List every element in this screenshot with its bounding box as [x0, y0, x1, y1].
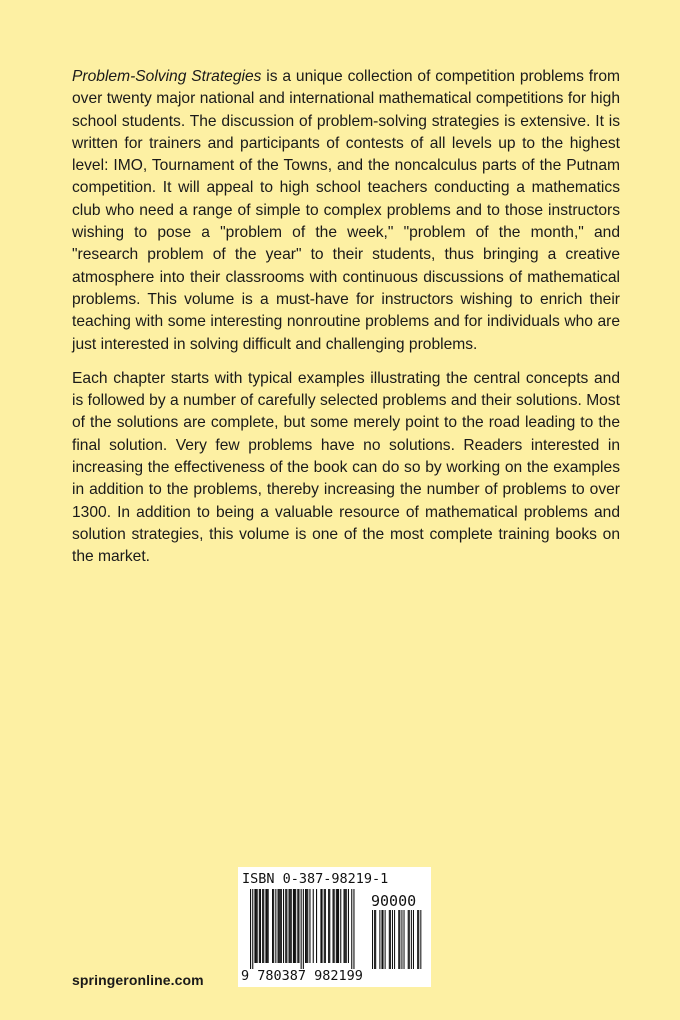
barcode-bar: [307, 889, 308, 963]
barcode-bar: [293, 889, 294, 963]
barcode-bar: [351, 889, 352, 969]
barcode-bar: [285, 889, 286, 963]
barcode-graphic: [238, 867, 431, 987]
barcode-bar: [316, 889, 317, 963]
addon-bar: [404, 910, 405, 969]
addon-bar: [374, 910, 375, 969]
barcode-bar: [309, 889, 310, 963]
barcode-bar: [259, 889, 260, 963]
barcode-bar: [278, 889, 279, 963]
barcode-bar: [336, 889, 337, 963]
barcode-bar: [265, 889, 266, 963]
addon-bar: [420, 910, 421, 969]
barcode-bar: [301, 889, 302, 969]
isbn-label: ISBN 0-387-98219-1: [242, 871, 389, 887]
addon-bar: [413, 910, 414, 969]
description-paragraph-1-text: is a unique collection of competition problems from over twenty major national and international mathematical competitions for high school students. The discussion of problem-solving strategies is extensive. It is written for trainers and participants of contests of all levels up to the highest level: IMO, Tournament of the Towns, and the noncalculus parts of the Putnam competition. It will appeal to high school teachers conducting a mathematics club who need a range of simple to complex problems and to those instructors wishing to pose a "problem of the week," "problem of the month," and "research problem of the year" to their students, thus bringing a creative atmosphere into their classrooms with continuous discussions of mathematical problems. This volume is a must-have for instructors wishing to enrich their teaching with some interesting nonroutine problems and for individuals who are just interested in solving difficult and challenging problems.: [72, 68, 620, 353]
barcode-bar: [313, 889, 314, 963]
description-paragraph-2: Each chapter starts with typical examples illustrating the central concepts and is followed by a number of carefully selected problems and their solutions. Most of the solutions are complete, but some merely point to the road leading to the final solution. Very few problems have no solutions. Readers interested in increasing the effectiveness of the book can do so by working on the examples in addition to the problems, thereby increasing the number of problems to over 1300. In addition to being a valuable resource of mathematical problems and solution strategies, this volume is one of the most complete training books on the market.: [72, 369, 620, 566]
barcode-bar: [344, 889, 345, 963]
barcode-bar: [305, 889, 306, 963]
barcode-bar: [291, 889, 292, 963]
barcode-bar: [348, 889, 349, 963]
barcode-bar: [263, 889, 264, 963]
addon-bar: [409, 910, 410, 969]
addon-bar: [392, 910, 393, 969]
barcode-bar: [250, 889, 251, 969]
isbn-barcode: [238, 867, 431, 987]
addon-bar: [390, 910, 391, 969]
addon-bar: [389, 910, 390, 969]
barcode-bar: [257, 889, 258, 963]
book-description: [72, 66, 620, 581]
barcode-bar: [289, 889, 290, 963]
barcode-bar: [334, 889, 335, 963]
barcode-bar: [279, 889, 280, 963]
barcode-bar: [324, 889, 325, 963]
barcode-bar: [320, 889, 321, 963]
barcode-bar: [297, 889, 298, 963]
addon-bar: [381, 910, 382, 969]
addon-bar: [417, 910, 418, 969]
barcode-bar: [262, 889, 263, 963]
barcode-bar: [328, 889, 329, 963]
addon-bar: [399, 910, 400, 969]
addon-bar: [379, 910, 380, 969]
barcode-bar: [340, 889, 341, 963]
barcode-bar: [303, 889, 304, 969]
barcode-bar: [337, 889, 338, 963]
price-code: 90000: [371, 892, 417, 910]
publisher-website: springeronline.com: [72, 972, 204, 988]
barcode-bar: [295, 889, 296, 963]
barcode-bar: [280, 889, 281, 963]
barcode-bar: [338, 889, 339, 963]
barcode-bar: [345, 889, 346, 963]
barcode-bar: [286, 889, 287, 963]
barcode-bar: [329, 889, 330, 963]
addon-bar: [398, 910, 399, 969]
ean-bars: [250, 889, 355, 969]
ean-digits: 9 780387 982199: [241, 968, 363, 984]
barcode-bar: [260, 889, 261, 963]
addon-bars: [372, 910, 421, 969]
barcode-bar: [268, 889, 269, 963]
barcode-bar: [333, 889, 334, 963]
barcode-bar: [290, 889, 291, 963]
addon-bar: [411, 910, 412, 969]
barcode-bar: [325, 889, 326, 963]
barcode-bar: [254, 889, 255, 963]
barcode-bar: [298, 889, 299, 963]
addon-bar: [394, 910, 395, 969]
barcode-bar: [252, 889, 253, 969]
description-paragraph-1: [72, 66, 620, 356]
barcode-bar: [272, 889, 273, 963]
barcode-bar: [275, 889, 276, 963]
barcode-bar: [273, 889, 274, 963]
barcode-bar: [281, 889, 282, 963]
barcode-bar: [322, 889, 323, 963]
barcode-bar: [267, 889, 268, 963]
addon-bar: [401, 910, 402, 969]
barcode-bar: [306, 889, 307, 963]
barcode-bar: [346, 889, 347, 963]
barcode-bar: [294, 889, 295, 963]
addon-bar: [383, 910, 384, 969]
barcode-bar: [256, 889, 257, 963]
addon-bar: [408, 910, 409, 969]
addon-bar: [385, 910, 386, 969]
addon-bar: [372, 910, 373, 969]
book-title-italic: Problem-Solving Strategies: [72, 68, 262, 85]
barcode-bar: [353, 889, 354, 969]
barcode-bar: [283, 889, 284, 963]
addon-bar: [418, 910, 419, 969]
addon-bar: [375, 910, 376, 969]
